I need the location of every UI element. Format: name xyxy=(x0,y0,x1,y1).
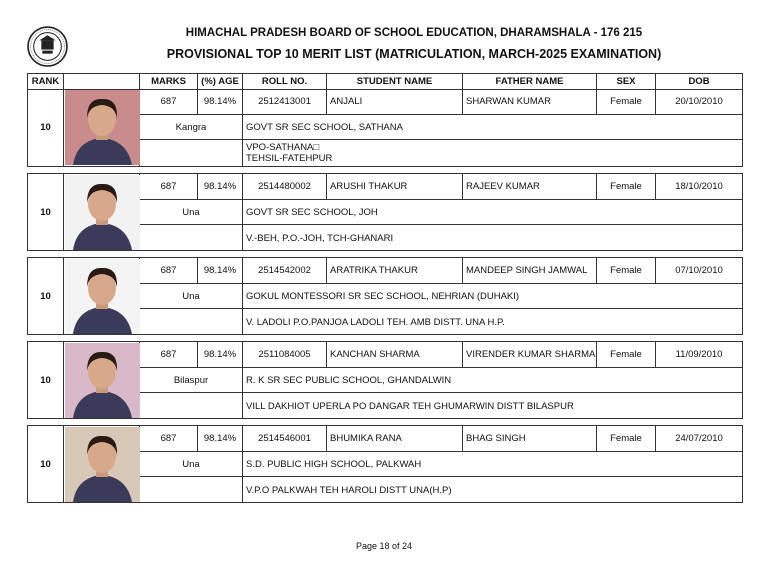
address-cell xyxy=(243,140,742,166)
student-name-cell: KANCHAN SHARMA xyxy=(327,342,463,368)
student-name-cell: BHUMIKA RANA xyxy=(327,426,463,452)
marks-cell: 687 xyxy=(140,89,198,115)
sex-cell: Female xyxy=(597,426,656,452)
rank-cell: 10 xyxy=(28,258,64,335)
blank-cell xyxy=(140,225,243,251)
address-cell xyxy=(243,225,742,251)
roll-cell: 2514542002 xyxy=(243,258,327,284)
dob-cell: 20/10/2010 xyxy=(656,89,742,115)
percent-cell: 98.14% xyxy=(198,89,243,115)
father-name-cell: SHARWAN KUMAR xyxy=(463,89,597,115)
roll-cell: 2512413001 xyxy=(243,89,327,115)
board-title: HIMACHAL PRADESH BOARD OF SCHOOL EDUCATION, DHARAMSHALA - 176 215 xyxy=(185,27,643,39)
district-cell: Una xyxy=(140,284,243,309)
student-photo xyxy=(65,90,140,165)
address-line-1: VILL DAKHIOT UPERLA PO DANGAR TEH GHUMARWIN DISTT BILASPUR xyxy=(246,400,574,412)
student-photo xyxy=(65,259,140,334)
address-line-2: TEHSIL-FATEHPUR xyxy=(246,153,333,164)
school-cell: S.D. PUBLIC HIGH SCHOOL, PALKWAH xyxy=(243,452,742,477)
blank-cell xyxy=(140,393,243,419)
rank-cell: 10 xyxy=(28,426,64,503)
address-cell xyxy=(243,309,742,335)
col-dob: DOB xyxy=(656,74,742,90)
student-name-cell: ANJALI xyxy=(327,89,463,115)
roll-cell: 2514546001 xyxy=(243,426,327,452)
student-name-cell: ARUSHI THAKUR xyxy=(327,174,463,200)
school-cell: GOVT SR SEC SCHOOL, SATHANA xyxy=(243,115,742,140)
merit-list-title: PROVISIONAL TOP 10 MERIT LIST (MATRICULATION, MARCH-2025 EXAMINATION) xyxy=(166,47,662,61)
address-line-1: VPO-SATHANA□ xyxy=(246,142,320,153)
district-cell: Una xyxy=(140,200,243,225)
sex-cell: Female xyxy=(597,258,656,284)
student-record xyxy=(27,341,743,419)
student-name-cell: ARATRIKA THAKUR xyxy=(327,258,463,284)
address-line-1: V. LADOLI P.O.PANJOA LADOLI TEH. AMB DISTT. UNA H.P. xyxy=(246,316,505,328)
roll-cell: 2514480002 xyxy=(243,174,327,200)
father-name-cell: VIRENDER KUMAR SHARMA xyxy=(463,342,597,368)
col-roll: ROLL NO. xyxy=(243,74,327,90)
marks-cell: 687 xyxy=(140,342,198,368)
student-photo xyxy=(65,427,140,502)
rank-cell: 10 xyxy=(28,89,64,166)
col-photo xyxy=(64,74,140,90)
col-percent: (%) AGE xyxy=(198,74,243,90)
blank-cell xyxy=(140,309,243,335)
percent-cell: 98.14% xyxy=(198,426,243,452)
marks-cell: 687 xyxy=(140,426,198,452)
dob-cell: 24/07/2010 xyxy=(656,426,742,452)
address-line-1: V.-BEH, P.O.-JOH, TCH-GHANARI xyxy=(246,232,394,244)
blank-cell xyxy=(140,477,243,503)
blank-cell xyxy=(140,140,243,166)
percent-cell: 98.14% xyxy=(198,174,243,200)
district-cell: Una xyxy=(140,452,243,477)
table-header xyxy=(27,73,743,90)
col-marks: MARKS xyxy=(140,74,198,90)
sex-cell: Female xyxy=(597,89,656,115)
rank-cell: 10 xyxy=(28,342,64,419)
student-record xyxy=(27,425,743,503)
percent-cell: 98.14% xyxy=(198,258,243,284)
dob-cell: 11/09/2010 xyxy=(656,342,742,368)
address-cell xyxy=(243,477,742,503)
school-cell: GOVT SR SEC SCHOOL, JOH xyxy=(243,200,742,225)
col-student-name: STUDENT NAME xyxy=(327,74,463,90)
dob-cell: 18/10/2010 xyxy=(656,174,742,200)
address-line-1: V.P.O PALKWAH TEH HAROLI DISTT UNA(H.P) xyxy=(246,484,452,496)
student-record xyxy=(27,173,743,251)
marks-cell: 687 xyxy=(140,258,198,284)
father-name-cell: BHAG SINGH xyxy=(463,426,597,452)
roll-cell: 2511084005 xyxy=(243,342,327,368)
father-name-cell: RAJEEV KUMAR xyxy=(463,174,597,200)
col-father-name: FATHER NAME xyxy=(463,74,597,90)
school-cell: GOKUL MONTESSORI SR SEC SCHOOL, NEHRIAN (DUHAKI) xyxy=(243,284,742,309)
address-cell xyxy=(243,393,742,419)
col-rank: RANK xyxy=(28,74,64,90)
district-cell: Kangra xyxy=(140,115,243,140)
col-sex: SEX xyxy=(597,74,656,90)
student-photo xyxy=(65,343,140,418)
district-cell: Bilaspur xyxy=(140,368,243,393)
rank-cell: 10 xyxy=(28,174,64,251)
student-record xyxy=(27,257,743,335)
page-number: Page 18 of 24 xyxy=(355,541,413,551)
sex-cell: Female xyxy=(597,174,656,200)
marks-cell: 687 xyxy=(140,174,198,200)
dob-cell: 07/10/2010 xyxy=(656,258,742,284)
student-photo xyxy=(65,175,140,250)
percent-cell: 98.14% xyxy=(198,342,243,368)
school-cell: R. K SR SEC PUBLIC SCHOOL, GHANDALWIN xyxy=(243,368,742,393)
father-name-cell: MANDEEP SINGH JAMWAL xyxy=(463,258,597,284)
sex-cell: Female xyxy=(597,342,656,368)
student-record xyxy=(27,89,743,167)
